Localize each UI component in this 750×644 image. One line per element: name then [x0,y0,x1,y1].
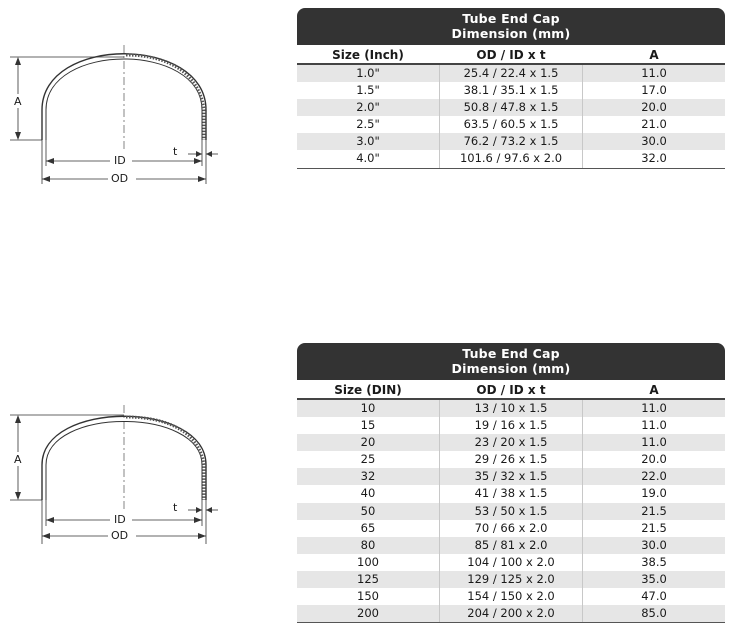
cell-size: 150 [357,589,379,604]
cell-od-id-t: 23 / 20 x 1.5 [439,434,583,451]
cell-od-id-t: 41 / 38 x 1.5 [439,485,583,502]
table-row [297,150,725,167]
table-row [297,451,725,468]
cell-od-id-t: 204 / 200 x 2.0 [439,605,583,622]
table-title-line2: Dimension (mm) [451,26,571,41]
cell-od-id-t: 50.8 / 47.8 x 1.5 [439,99,583,116]
cell-size: 32 [360,469,376,484]
cell-size: 1.0" [356,66,380,80]
cell-od-id-t: 70 / 66 x 2.0 [439,520,583,537]
cell-size: 100 [357,554,379,569]
cell-size: 20 [360,435,376,450]
dimension-label-a: A [14,95,22,108]
table-row [297,485,725,502]
cell-od-id-t: 35 / 32 x 1.5 [439,468,583,485]
cell-a: 21.0 [641,117,667,132]
cell-size: 80 [360,537,376,552]
cell-a: 11.0 [641,435,667,450]
cell-a: 35.0 [641,571,667,586]
cell-size: 200 [357,606,379,621]
cell-a: 22.0 [641,469,667,484]
cell-od-id-t: 104 / 100 x 2.0 [439,554,583,571]
cell-a: 21.5 [641,503,667,518]
cell-od-id-t: 85 / 81 x 2.0 [439,537,583,554]
spec-table-inch [297,8,725,169]
table-row [297,554,725,571]
end-cap-drawing-inch [0,40,240,240]
cell-a: 11.0 [641,418,667,433]
col-header-size: Size (DIN) [334,383,402,397]
cell-size: 25 [360,452,376,467]
table-row [297,133,725,150]
cell-od-id-t: 154 / 150 x 2.0 [439,588,583,605]
cell-od-id-t: 76.2 / 73.2 x 1.5 [439,133,583,150]
dimension-label-t: t [173,145,178,158]
cell-a: 21.5 [641,520,667,535]
table-row [297,99,725,116]
cell-size: 3.0" [356,134,380,149]
table-row [297,571,725,588]
cell-od-id-t: 101.6 / 97.6 x 2.0 [439,150,583,167]
cell-size: 10 [360,401,376,415]
table-header-row [297,380,725,400]
cell-size: 65 [360,520,376,535]
table-title [297,343,725,380]
cell-size: 40 [360,486,376,501]
cell-od-id-t: 13 / 10 x 1.5 [439,400,583,417]
cell-size: 2.5" [356,117,380,132]
cell-a: 32.0 [641,151,667,166]
cell-a: 19.0 [641,486,667,501]
table-title-line1: Tube End Cap [462,346,560,361]
col-header-a: A [649,48,659,62]
cell-a: 30.0 [641,134,667,149]
col-header-a: A [649,383,659,397]
table-row [297,400,725,417]
cell-od-id-t: 53 / 50 x 1.5 [439,503,583,520]
cell-size: 2.0" [356,100,380,115]
cell-size: 15 [360,418,376,433]
table-row [297,417,725,434]
cell-a: 38.5 [641,554,667,569]
cell-size: 1.5" [356,83,380,98]
cell-a: 30.0 [641,537,667,552]
spec-table-din [297,343,725,623]
table-row [297,503,725,520]
cell-od-id-t: 25.4 / 22.4 x 1.5 [439,65,583,82]
cell-a: 11.0 [641,66,667,80]
table-row [297,82,725,99]
cell-od-id-t: 19 / 16 x 1.5 [439,417,583,434]
cell-a: 20.0 [641,452,667,467]
table-row [297,65,725,82]
cell-a: 47.0 [641,589,667,604]
dimension-label-od: OD [111,529,129,542]
table-row [297,537,725,554]
cell-a: 17.0 [641,83,667,98]
cell-a: 85.0 [641,606,667,621]
cell-size: 4.0" [356,151,380,166]
table-title-line2: Dimension (mm) [451,361,571,376]
table-title-line1: Tube End Cap [462,11,560,26]
dimension-label-t: t [173,501,178,514]
dimension-label-id: ID [114,154,126,167]
table-row [297,116,725,133]
cell-od-id-t: 29 / 26 x 1.5 [439,451,583,468]
col-header-od-id-t: OD / ID x t [476,48,546,62]
col-header-od-id-t: OD / ID x t [476,383,546,397]
col-header-size: Size (Inch) [332,48,404,62]
table-title [297,8,725,45]
table-header-row [297,45,725,65]
cell-a: 11.0 [641,401,667,415]
table-row [297,434,725,451]
dimension-label-od: OD [111,172,129,185]
dimension-label-id: ID [114,513,126,526]
table-row [297,520,725,537]
dimension-label-a: A [14,453,22,466]
end-cap-drawing-din [0,400,240,600]
cell-a: 20.0 [641,100,667,115]
table-row [297,588,725,605]
cell-od-id-t: 63.5 / 60.5 x 1.5 [439,116,583,133]
cell-size: 125 [357,571,379,586]
cell-od-id-t: 129 / 125 x 2.0 [439,571,583,588]
cell-od-id-t: 38.1 / 35.1 x 1.5 [439,82,583,99]
table-row [297,468,725,485]
cell-size: 50 [360,503,376,518]
table-row [297,605,725,622]
